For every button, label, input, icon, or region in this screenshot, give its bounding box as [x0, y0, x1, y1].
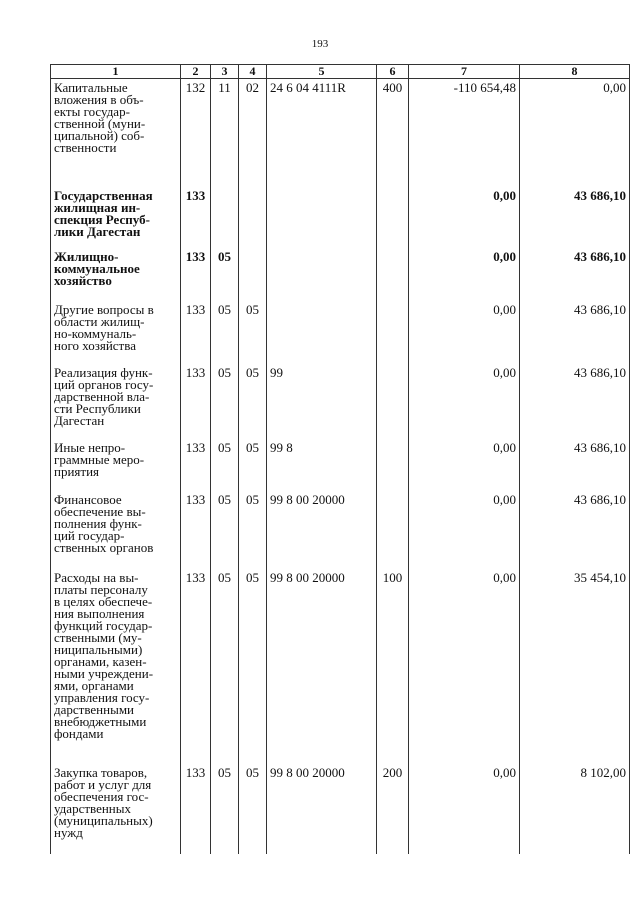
rz-cell: 05: [211, 248, 239, 301]
sum-column-8-cell: 8 102,00: [520, 764, 630, 854]
vr-cell: 400: [377, 79, 409, 187]
pr-cell: 05: [239, 569, 267, 764]
table-row: [51, 187, 630, 248]
sum-column-7-cell: 0,00: [409, 764, 520, 854]
table-body: [51, 79, 630, 854]
row-name-line: в целях обеспече-: [54, 593, 153, 609]
row-name-line: органами, казен-: [54, 653, 147, 669]
row-name-line: коммунальное: [54, 260, 140, 276]
ved-cell: 133: [181, 301, 211, 364]
row-name-line: платы персоналу: [54, 581, 148, 597]
row-name-line: Капитальные: [54, 80, 128, 95]
row-name-line: фондами: [54, 725, 104, 741]
row-name-line: Реализация функ-: [54, 364, 153, 380]
column-header: 1: [51, 65, 181, 79]
sum-column-7-cell: 0,00: [409, 364, 520, 439]
pr-cell: 05: [239, 301, 267, 364]
sum-column-8-cell: 43 686,10: [520, 301, 630, 364]
row-name-line: ниципальными): [54, 641, 143, 657]
row-name-line: ципальной) соб-: [54, 128, 145, 143]
row-name-cell: [51, 764, 181, 854]
rz-cell: 05: [211, 491, 239, 569]
table-row: [51, 79, 630, 187]
sum-column-7-cell: 0,00: [409, 301, 520, 364]
row-name-line: ственными (му-: [54, 629, 142, 645]
vr-cell: 200: [377, 764, 409, 854]
row-name-line: Жилищно-: [54, 248, 119, 264]
column-header: 7: [409, 65, 520, 79]
rz-cell: 05: [211, 439, 239, 491]
row-name-line: ций государ-: [54, 527, 125, 543]
row-name-line: спекция Респуб-: [54, 211, 150, 227]
sum-column-8-cell: 35 454,10: [520, 569, 630, 764]
csr-cell: 24 6 04 4111R: [267, 79, 377, 187]
table-row: [51, 364, 630, 439]
row-name-line: сти Республики: [54, 400, 141, 416]
row-name-line: Дагестан: [54, 412, 105, 428]
row-name-line: ций органов госу-: [54, 376, 154, 392]
column-header: 3: [211, 65, 239, 79]
budget-table: [50, 64, 630, 854]
sum-column-8-cell: 43 686,10: [520, 248, 630, 301]
sum-column-7-cell: 0,00: [409, 569, 520, 764]
vr-cell: 100: [377, 569, 409, 764]
row-name-line: хозяйство: [54, 272, 112, 288]
row-name-line: ударственных: [54, 800, 131, 816]
ved-cell: 133: [181, 764, 211, 854]
table-row: [51, 301, 630, 364]
row-name-line: функций государ-: [54, 617, 153, 633]
row-name-line: Финансовое: [54, 491, 122, 507]
row-name-cell: [51, 79, 181, 187]
sum-column-8-cell: 43 686,10: [520, 187, 630, 248]
csr-cell: 99 8 00 20000: [267, 569, 377, 764]
page-number: 193: [311, 38, 329, 50]
pr-cell: 05: [239, 364, 267, 439]
rz-cell: 11: [211, 79, 239, 187]
row-name-line: управления госу-: [54, 689, 150, 705]
vr-cell: [377, 187, 409, 248]
row-name-line: ния выполнения: [54, 605, 145, 621]
csr-cell: [267, 301, 377, 364]
column-header: 5: [267, 65, 377, 79]
column-header: 2: [181, 65, 211, 79]
row-name-line: области жилищ-: [54, 313, 145, 329]
table-row: [51, 764, 630, 854]
vr-cell: [377, 491, 409, 569]
row-name-line: жилищная ин-: [54, 199, 141, 215]
rz-cell: 05: [211, 569, 239, 764]
sum-column-8-cell: 43 686,10: [520, 491, 630, 569]
sum-column-8-cell: 43 686,10: [520, 439, 630, 491]
rz-cell: [211, 187, 239, 248]
ved-cell: 133: [181, 364, 211, 439]
csr-cell: [267, 248, 377, 301]
row-name-line: дарственной вла-: [54, 388, 150, 404]
ved-cell: 133: [181, 569, 211, 764]
column-header: 8: [520, 65, 630, 79]
row-name-line: вложения в объ-: [54, 92, 144, 107]
row-name-line: (муниципальных): [54, 812, 153, 828]
rz-cell: 05: [211, 764, 239, 854]
sum-column-8-cell: 0,00: [520, 79, 630, 187]
row-name-cell: [51, 187, 181, 248]
column-header: 6: [377, 65, 409, 79]
row-name-line: ственных органов: [54, 539, 154, 555]
csr-cell: 99 8 00 20000: [267, 491, 377, 569]
row-name-line: обеспечения гос-: [54, 788, 149, 804]
ved-cell: 133: [181, 439, 211, 491]
row-name-line: граммные меро-: [54, 451, 145, 467]
row-name-line: лики Дагестан: [54, 223, 141, 239]
sum-column-8-cell: 43 686,10: [520, 364, 630, 439]
sum-column-7-cell: 0,00: [409, 248, 520, 301]
ved-cell: 133: [181, 248, 211, 301]
csr-cell: 99: [267, 364, 377, 439]
row-name-line: ственности: [54, 140, 117, 155]
column-header: 4: [239, 65, 267, 79]
row-name-cell: [51, 569, 181, 764]
rz-cell: 05: [211, 364, 239, 439]
csr-cell: [267, 187, 377, 248]
row-name-line: Расходы на вы-: [54, 569, 139, 585]
row-name-line: ными учреждени-: [54, 665, 154, 681]
pr-cell: [239, 187, 267, 248]
row-name-cell: [51, 364, 181, 439]
row-name-line: но-коммуналь-: [54, 325, 137, 341]
sum-column-7-cell: 0,00: [409, 491, 520, 569]
sum-column-7-cell: -110 654,48: [409, 79, 520, 187]
sum-column-7-cell: 0,00: [409, 187, 520, 248]
row-name-cell: [51, 491, 181, 569]
row-name-line: дарственными: [54, 701, 134, 717]
row-name-line: ственной (муни-: [54, 116, 146, 131]
row-name-line: внебюджетными: [54, 713, 147, 729]
pr-cell: 05: [239, 764, 267, 854]
csr-cell: 99 8 00 20000: [267, 764, 377, 854]
row-name-line: Закупка товаров,: [54, 764, 148, 780]
row-name-line: работ и услуг для: [54, 776, 152, 792]
row-name-cell: [51, 439, 181, 491]
sum-column-7-cell: 0,00: [409, 439, 520, 491]
row-name-line: полнения функ-: [54, 515, 142, 531]
pr-cell: 02: [239, 79, 267, 187]
row-name-line: Государственная: [54, 187, 153, 203]
vr-cell: [377, 301, 409, 364]
vr-cell: [377, 364, 409, 439]
row-name-line: ями, органами: [54, 677, 134, 693]
rz-cell: 05: [211, 301, 239, 364]
row-name-line: екты государ-: [54, 104, 130, 119]
table-row: [51, 569, 630, 764]
table-row: [51, 248, 630, 301]
ved-cell: 132: [181, 79, 211, 187]
pr-cell: 05: [239, 439, 267, 491]
ved-cell: 133: [181, 187, 211, 248]
row-name-cell: [51, 248, 181, 301]
row-name-cell: [51, 301, 181, 364]
vr-cell: [377, 248, 409, 301]
ved-cell: 133: [181, 491, 211, 569]
row-name-line: нужд: [54, 824, 83, 840]
vr-cell: [377, 439, 409, 491]
row-name-line: ного хозяйства: [54, 337, 136, 353]
table-header-row: [51, 65, 630, 79]
table-row: [51, 439, 630, 491]
row-name-line: Иные непро-: [54, 439, 126, 455]
row-name-line: приятия: [54, 463, 100, 479]
csr-cell: 99 8: [267, 439, 377, 491]
row-name-line: Другие вопросы в: [54, 301, 154, 317]
pr-cell: 05: [239, 491, 267, 569]
pr-cell: [239, 248, 267, 301]
table-row: [51, 491, 630, 569]
row-name-line: обеспечение вы-: [54, 503, 146, 519]
